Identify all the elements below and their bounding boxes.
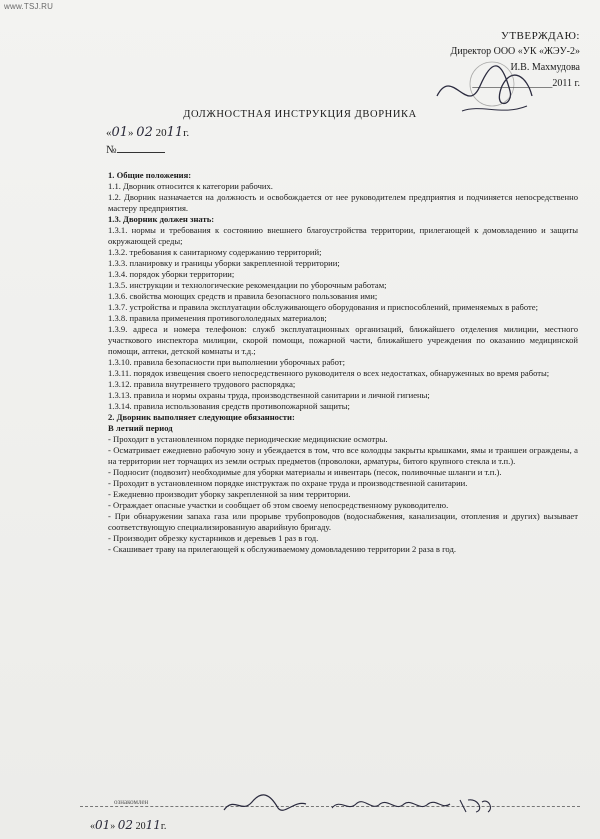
document-title: ДОЛЖНОСТНАЯ ИНСТРУКЦИЯ ДВОРНИКА xyxy=(183,109,417,120)
clause-1-3-6: 1.3.6. свойства моющих средств и правила безопасного пользования ими; xyxy=(108,291,378,301)
duty-2: - Осматривает ежедневно рабочую зону и убеждается в том, что все колодцы закрыты крышками, ямы и траншеи ограждены, а на территории нет торчащих из земли острых предметов (проволоки, арматуры, битого крупного стекла и т.п.). xyxy=(108,445,578,466)
duty-4: - Проходит в установленном порядке инструктаж по охране труда и производственной санитарии. xyxy=(108,478,468,488)
footer-suffix: г. xyxy=(160,821,167,832)
date-suffix: г. xyxy=(183,127,190,139)
duty-5: - Ежедневно производит уборку закрепленной за ним территории. xyxy=(108,489,351,499)
footer-day: 01 xyxy=(95,818,111,832)
clause-1-3-3: 1.3.3. планировку и границы уборки закрепленной территории; xyxy=(108,258,340,268)
clause-1-3-1: 1.3.1. нормы и требования к состоянию внешнего благоустройства территории, прилегающей к домовладению и защиты окружающей среды; xyxy=(108,225,578,246)
clause-1-3-9: 1.3.9. адреса и номера телефонов: служб эксплуатационных организаций, ближайшего отделения милиции, местного участкового инспектора милиции, скорой помощи, пожарной части, ближайшего учреждения по оказанию медицинской помощи, аптеки, детской комнаты и т.д.; xyxy=(108,324,578,356)
footer-year: 11 xyxy=(145,818,161,832)
clause-1-3-4: 1.3.4. порядок уборки территории; xyxy=(108,269,235,279)
duty-3: - Подносит (подвозит) необходимые для уборки материалы и инвентарь (песок, поливочные шланги и т.п.). xyxy=(108,467,502,477)
approval-position: Директор ООО «УК «ЖЭУ-2» xyxy=(450,46,580,57)
clause-1-2: 1.2. Дворник назначается на должность и освобождается от нее руководителем предприятия и подчиняется непосредственно мастеру предприятия. xyxy=(108,192,578,213)
duty-1: - Проходит в установленном порядке периодические медицинские осмотры. xyxy=(108,434,388,444)
clause-1-1: 1.1. Дворник относится к категории рабочих. xyxy=(108,181,273,191)
clause-1-3-13: 1.3.13. правила и нормы охраны труда, производственной санитарии и личной гигиены; xyxy=(108,390,430,400)
duty-7: - При обнаружении запаха газа или прорыве трубопроводов (водоснабжения, канализации, отопления и других) вызывает соответствующую специализированную аварийную бригаду. xyxy=(108,511,578,532)
employee-name-handwriting-icon xyxy=(328,792,498,818)
date-day: 01 xyxy=(111,125,129,140)
document-number xyxy=(106,143,165,156)
clause-1-3-5: 1.3.5. инструкции и технологические рекомендации по уборочным работам; xyxy=(108,280,387,290)
clause-1-3-8: 1.3.8. правила применения противогололедных материалов; xyxy=(108,313,327,323)
section-1-3-title: 1.3. Дворник должен знать: xyxy=(108,214,215,224)
duty-6: - Ограждает опасные участки и сообщает об этом своему непосредственному руководителю. xyxy=(108,500,449,510)
footer-date: «01» 02 2011г. xyxy=(90,818,167,832)
approval-year: 2011 г. xyxy=(552,78,580,89)
approval-heading: УТВЕРЖДАЮ: xyxy=(501,30,580,42)
footer-month: 02 xyxy=(117,818,134,832)
number-label: № xyxy=(106,144,117,156)
approval-block xyxy=(380,28,580,92)
clause-1-3-2: 1.3.2. требования к санитарному содержанию территорий; xyxy=(108,247,322,257)
clause-1-3-11: 1.3.11. порядок извещения своего непосредственного руководителя о всех недостатках, обнаруженных во время работы; xyxy=(108,368,550,378)
clause-1-3-7: 1.3.7. устройства и правила эксплуатации обслуживающего оборудования и приспособлений, применяемых в работе; xyxy=(108,302,538,312)
duty-8: - Производит обрезку кустарников и деревьев 1 раз в год. xyxy=(108,533,319,543)
section-2-title: 2. Дворник выполняет следующие обязанности: xyxy=(108,412,295,422)
approval-year-line: ________________2011 г. xyxy=(472,78,580,89)
document-date: «01» 02 2011г. xyxy=(106,125,190,140)
section-1-title: 1. Общие положения: xyxy=(108,170,192,180)
footer-small-text: ознакомлен xyxy=(114,798,149,806)
clause-1-3-10: 1.3.10. правила безопасности при выполнении уборочных работ; xyxy=(108,357,345,367)
summer-period-title: В летний период xyxy=(108,423,173,433)
document-body xyxy=(108,170,578,555)
clause-1-3-12: 1.3.12. правила внутреннего трудового распорядка; xyxy=(108,379,296,389)
duty-9: - Скашивает траву на прилегающей к обслуживаемому домовладению территории 2 раза в год. xyxy=(108,544,457,554)
acknowledgement-footer xyxy=(80,792,600,839)
date-month: 02 xyxy=(136,125,153,140)
date-year: 11 xyxy=(166,125,184,140)
clause-1-3-14: 1.3.14. правила использования средств противопожарной защиты; xyxy=(108,401,350,411)
employee-signature-icon xyxy=(220,792,310,818)
footer-year-prefix: 20 xyxy=(135,821,146,832)
date-prefix: 20 xyxy=(155,127,167,139)
watermark: www.TSJ.RU xyxy=(4,2,54,11)
approval-name: И.В. Махмудова xyxy=(510,62,580,73)
number-blank xyxy=(117,143,165,153)
